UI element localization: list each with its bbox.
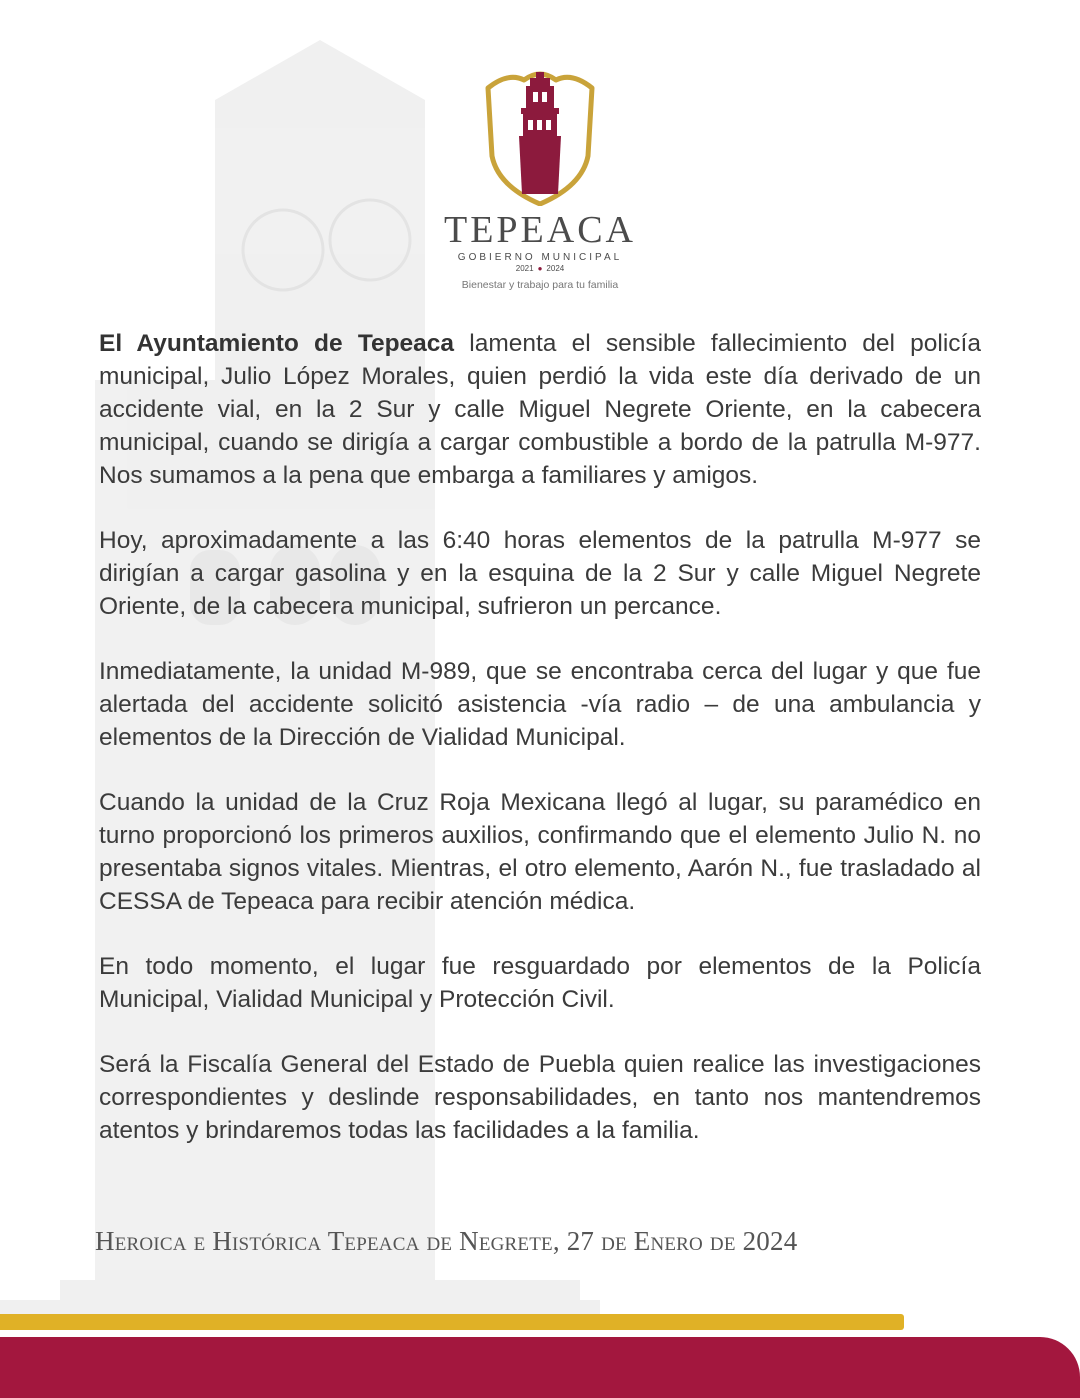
municipal-logo-header [440, 66, 640, 296]
slogan: Bienestar y trabajo para tu familia [461, 279, 619, 291]
municipality-name: TEPEACA [444, 209, 636, 251]
bullet-icon: ● [537, 264, 543, 273]
dateline: Heroica e Histórica Tepeaca de Negrete, 27 de Enero de 2024 [95, 1226, 798, 1256]
paragraph-4: Cuando la unidad de la Cruz Roja Mexicana llegó al lugar, su paramédico en turno proporcionó los primeros auxilios, confirmando que el elemento Julio N. no presentaba signos vitales. Mientras, el otro elemento, Aarón N., fue trasladado al CESSA de Tepeaca para recibir atención médica. [99, 789, 981, 915]
paragraph-2: Hoy, aproximadamente a las 6:40 horas elementos de la patrulla M-977 se dirigían a cargar gasolina y en la esquina de la 2 Sur y calle Miguel Negrete Oriente, de la cabecera municipal, sufrieron un percance. [99, 527, 981, 620]
paragraph-1 [99, 327, 981, 492]
paragraph-6: Será la Fiscalía General del Estado de Puebla quien realice las investigaciones correspondientes y deslinde responsabilidades, en tanto nos mantendremos atentos y brindaremos todas las facilidades a la familia. [99, 1051, 981, 1144]
paragraph-3: Inmediatamente, la unidad M-989, que se encontraba cerca del lugar y que fue alertada del accidente solicitó asistencia -vía radio – de una ambulancia y elementos de la Dirección de Vialidad Municipal. [99, 658, 981, 751]
coat-of-arms-tower-icon [478, 66, 602, 206]
gold-accent-bar [0, 1314, 904, 1330]
paragraph-1-lead: El Ayuntamiento de Tepeaca [99, 330, 455, 357]
maroon-footer-bar [0, 1337, 1080, 1398]
year-end: 2024 [546, 264, 565, 273]
press-release-body [99, 327, 981, 1179]
paragraph-5: En todo momento, el lugar fue resguardado por elementos de la Policía Municipal, Vialidad Municipal y Protección Civil. [99, 953, 981, 1013]
administration-years [440, 264, 640, 274]
government-subtitle: GOBIERNO MUNICIPAL [457, 252, 623, 263]
paragraph-1-text: lamenta el sensible fallecimiento del policía municipal, Julio López Morales, quien perdió la vida este día derivado de un accidente vial, en la 2 Sur y calle Miguel Negrete Oriente, en la cabecera municipal, cuando se dirigía a cargar combustible a bordo de la patrulla M-977. Nos sumamos a la pena que embarga a familiares y amigos. [99, 330, 981, 489]
year-start: 2021 [515, 264, 534, 273]
